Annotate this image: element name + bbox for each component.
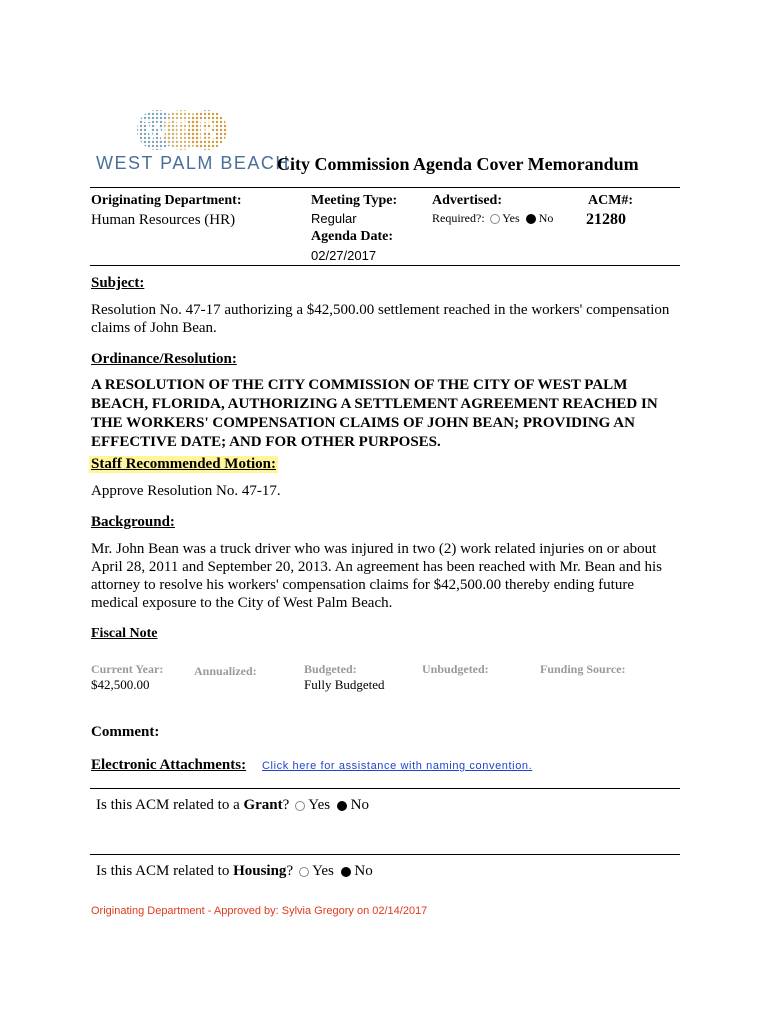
housing-no-label: No [354,863,373,879]
housing-question-suffix: ? [286,863,294,879]
ordinance-line-1: A RESOLUTION OF THE CITY COMMISSION OF THE CITY OF WEST PALM [91,377,628,393]
current-year-label: Current Year: [91,662,164,676]
background-label: Background: [91,514,175,530]
advertised-no-radio[interactable] [526,214,536,224]
current-year-value: $42,500.00 [91,677,150,692]
grant-no-radio[interactable] [337,801,347,811]
grant-question-row [96,797,369,814]
meeting-type-value: Regular [311,211,357,226]
grant-divider [90,854,680,855]
grant-question-prefix: Is this ACM related to a [96,797,244,813]
subject-line-2: claims of John Bean. [91,320,217,336]
housing-question-bold: Housing [233,863,287,879]
budgeted-label: Budgeted: [304,662,357,676]
funding-source-label: Funding Source: [540,662,626,676]
required-label: Required?: [432,211,485,225]
info-divider [90,265,680,266]
housing-question-row [96,863,373,880]
motion-text: Approve Resolution No. 47-17. [91,483,281,499]
logo-letter-w: W [143,116,171,147]
ordinance-label: Ordinance/Resolution: [91,351,237,367]
background-line-3: attorney to resolve his workers' compensation claims for $42,500.00 thereby ending future [91,577,634,593]
unbudgeted-label: Unbudgeted: [422,662,489,676]
logo-letter-p: P [174,116,190,147]
housing-yes-radio[interactable] [299,867,309,877]
advertised-no-label: No [538,211,554,225]
orig-dept-label: Originating Department: [91,193,242,208]
logo-city-name: WEST PALM BEACH [96,153,290,173]
acm-label: ACM#: [588,193,634,208]
subject-line-1: Resolution No. 47-17 authorizing a $42,500.00 settlement reached in the workers' compensation [91,302,670,318]
background-line-4: medical exposure to the City of West Palm Beach. [91,595,393,611]
ordinance-line-3: THE WORKERS' COMPENSATION CLAIMS OF JOHN BEAN; PROVIDING AN [91,415,635,431]
ordinance-line-2: BEACH, FLORIDA, AUTHORIZING A SETTLEMENT AGREEMENT REACHED IN [91,396,658,412]
attachments-divider [90,788,680,789]
agenda-date-value: 02/27/2017 [311,248,377,263]
grant-no-label: No [350,797,369,813]
advertised-label: Advertised: [432,193,502,208]
advertised-required-row [432,211,553,226]
header-divider [90,187,680,188]
motion-label: Staff Recommended Motion: [91,456,276,472]
budgeted-value: Fully Budgeted [304,677,385,692]
background-line-2: April 28, 2011 and September 20, 2013. An agreement has been reached with Mr. Bean and his [91,559,662,575]
acm-value: 21280 [586,211,626,228]
subject-label: Subject: [91,275,145,291]
grant-question-suffix: ? [282,797,290,813]
grant-question-bold: Grant [243,797,283,813]
fiscal-note-label: Fiscal Note [91,626,158,641]
background-line-1: Mr. John Bean was a truck driver who was injured in two (2) work related injuries on or about [91,541,657,557]
orig-dept-value: Human Resources (HR) [91,212,236,228]
attachments-label: Electronic Attachments: [91,757,247,773]
ordinance-line-4: EFFECTIVE DATE; AND FOR OTHER PURPOSES. [91,434,441,450]
housing-no-radio[interactable] [341,867,351,877]
annualized-label: Annualized: [194,664,257,678]
advertised-yes-label: Yes [502,211,520,225]
meeting-type-label: Meeting Type: [311,193,398,208]
page-title: City Commission Agenda Cover Memorandum [277,154,639,174]
housing-yes-label: Yes [312,863,334,879]
agenda-date-label: Agenda Date: [311,229,394,244]
grant-yes-radio[interactable] [295,801,305,811]
approval-note: Originating Department - Approved by: Sylvia Gregory on 02/14/2017 [91,905,428,917]
grant-yes-label: Yes [308,797,331,813]
naming-convention-link[interactable]: Click here for assistance with naming convention. [262,760,533,772]
logo-letter-b: B [197,116,217,147]
housing-question-prefix: Is this ACM related to [96,863,234,879]
advertised-yes-radio[interactable] [490,214,500,224]
comment-label: Comment: [91,724,160,740]
